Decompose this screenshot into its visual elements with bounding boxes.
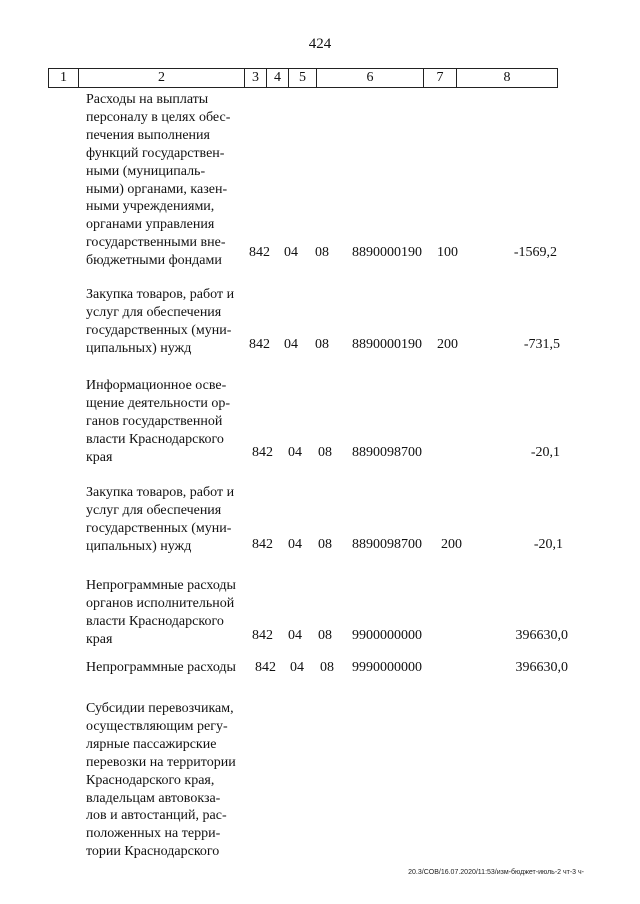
- row-1-description: Расходы на выплаты персоналу в целях обес- печения выполнения функций государствен- ными (муниципаль- ными) органами, казен- ными учреждениями, органами управления государственными вне- бюджетными фондами: [86, 92, 231, 269]
- column-header-3: 3: [245, 69, 267, 87]
- row-1-pr: 08: [315, 245, 329, 260]
- row-2-description: Закупка товаров, работ и услуг для обеспечения государственных (муни- ципальных) нужд: [86, 287, 235, 356]
- row-3-pr: 08: [318, 445, 332, 460]
- row-2-pr: 08: [315, 337, 329, 352]
- row-6-ved: 842: [255, 660, 276, 675]
- column-header-7: 7: [424, 69, 457, 87]
- row-5-csr: 9900000000: [352, 628, 422, 643]
- row-6-pr: 08: [320, 660, 334, 675]
- row-2-vr: 200: [437, 337, 458, 352]
- row-5-pr: 08: [318, 628, 332, 643]
- row-3-ved: 842: [252, 445, 273, 460]
- row-5-amount: 396630,0: [515, 628, 568, 643]
- row-1-vr: 100: [437, 245, 458, 260]
- page-number: 424: [308, 36, 332, 52]
- row-4-amount: -20,1: [533, 537, 563, 552]
- row-2-rz: 04: [284, 337, 298, 352]
- table-header-row: [48, 68, 558, 88]
- column-header-6: 6: [317, 69, 424, 87]
- row-5-description: Непрограммные расходы органов исполнительной власти Краснодарского края: [86, 578, 236, 647]
- column-header-5: 5: [289, 69, 317, 87]
- row-1-csr: 8890000190: [352, 245, 422, 260]
- row-3-description: Информационное осве- щение деятельности ор- ганов государственной власти Краснодарского края: [86, 378, 230, 465]
- row-4-vr: 200: [441, 537, 462, 552]
- row-4-csr: 8890098700: [352, 537, 422, 552]
- footer-note: 20.3/COB/16.07.2020/11:53/изм-бюджет-июль-2 чт-3 ч-: [408, 869, 584, 876]
- row-4-pr: 08: [318, 537, 332, 552]
- row-7-description: Субсидии перевозчикам, осуществляющим регу- лярные пассажирские перевозки на территории Краснодарского края, владельцам автовокза- лов и автостанций, рас- положенных на терри- тории Краснодарского: [86, 701, 236, 860]
- row-4-rz: 04: [288, 537, 302, 552]
- row-1-amount: -1569,2: [513, 245, 557, 260]
- row-5-rz: 04: [288, 628, 302, 643]
- row-3-amount: -20,1: [530, 445, 560, 460]
- row-1-ved: 842: [249, 245, 270, 260]
- row-3-csr: 8890098700: [352, 445, 422, 460]
- row-6-csr: 9990000000: [352, 660, 422, 675]
- column-header-8: 8: [503, 70, 511, 85]
- row-6-description: Непрограммные расходы: [86, 660, 236, 675]
- row-2-ved: 842: [249, 337, 270, 352]
- row-6-amount: 396630,0: [515, 660, 568, 675]
- row-5-ved: 842: [252, 628, 273, 643]
- row-3-rz: 04: [288, 445, 302, 460]
- row-4-ved: 842: [252, 537, 273, 552]
- column-header-2: 2: [79, 69, 245, 87]
- row-6-rz: 04: [290, 660, 304, 675]
- column-header-1: 1: [49, 69, 79, 87]
- row-1-rz: 04: [284, 245, 298, 260]
- row-2-amount: -731,5: [523, 337, 560, 352]
- row-2-csr: 8890000190: [352, 337, 422, 352]
- row-4-description: Закупка товаров, работ и услуг для обеспечения государственных (муни- ципальных) нужд: [86, 485, 235, 554]
- column-header-4: 4: [267, 69, 289, 87]
